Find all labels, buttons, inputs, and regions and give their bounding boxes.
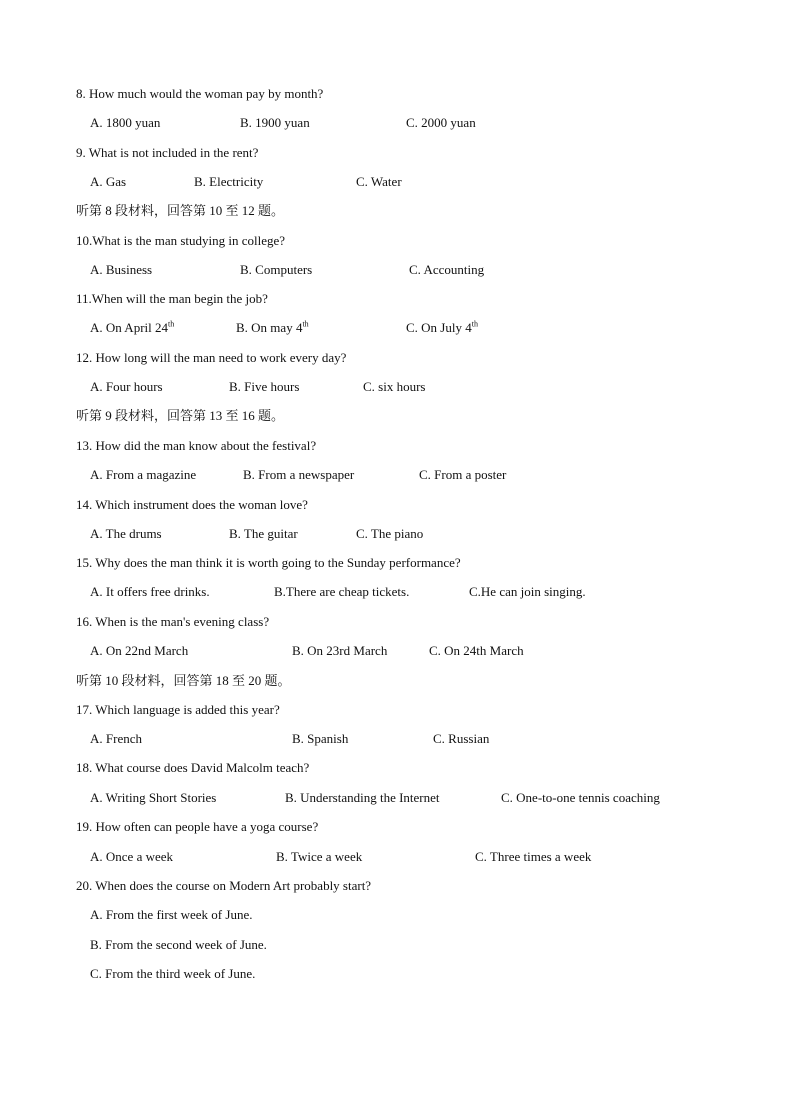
answer-option — [356, 174, 402, 190]
answer-option — [419, 467, 506, 483]
question-text: 19. How often can people have a yoga course? — [76, 819, 319, 834]
answer-option — [276, 849, 362, 865]
question-text: 12. How long will the man need to work every day? — [76, 350, 347, 365]
option-text: A. Writing Short Stories — [90, 790, 217, 805]
option-text: C. Three times a week — [475, 849, 592, 864]
question-text: 20. When does the course on Modern Art probably start? — [76, 878, 372, 893]
answer-option — [90, 320, 174, 336]
option-text: C. One-to-one tennis coaching — [501, 790, 660, 805]
answer-option — [236, 320, 309, 336]
option-text: C. Accounting — [409, 262, 485, 277]
answer-option — [90, 790, 216, 806]
answer-option — [90, 643, 188, 659]
option-text: A. Gas — [90, 174, 127, 189]
option-text: B. Five hours — [229, 379, 300, 394]
answer-option — [469, 584, 586, 600]
option-text: B. Spanish — [292, 731, 349, 746]
option-text: B. The guitar — [229, 526, 298, 541]
answer-option — [229, 526, 298, 542]
answer-option — [356, 526, 423, 542]
option-text: B. On 23rd March — [292, 643, 388, 658]
answer-option — [406, 320, 478, 336]
option-text: A. On April 24 — [90, 320, 168, 335]
answer-option — [90, 115, 160, 131]
answer-option — [240, 115, 310, 131]
question-text: 15. Why does the man think it is worth going to the Sunday performance? — [76, 555, 461, 570]
answer-option: C. From the third week of June. — [90, 966, 256, 981]
option-text: B. 1900 yuan — [240, 115, 310, 130]
option-text: C. On 24th March — [429, 643, 524, 658]
option-text: A. On 22nd March — [90, 643, 189, 658]
answer-option — [90, 584, 210, 600]
answer-option — [90, 262, 152, 278]
answer-option: A. From the first week of June. — [90, 907, 253, 922]
answer-option — [292, 643, 387, 659]
option-text: C. Russian — [433, 731, 490, 746]
question-text: 18. What course does David Malcolm teach? — [76, 760, 310, 775]
answer-option — [406, 115, 476, 131]
answer-option — [229, 379, 299, 395]
answer-option — [240, 262, 312, 278]
ordinal-suffix: th — [302, 319, 309, 329]
section-instruction: 听第 9 段材料，回答第 13 至 16 题。 — [76, 408, 285, 423]
question-text: 17. Which language is added this year? — [76, 702, 280, 717]
option-text: C. The piano — [356, 526, 424, 541]
option-text: B. On may 4 — [236, 320, 303, 335]
answer-option — [429, 643, 524, 659]
section-instruction: 听第 8 段材料，回答第 10 至 12 题。 — [76, 203, 285, 218]
answer-option — [285, 790, 440, 806]
option-text: A. 1800 yuan — [90, 115, 161, 130]
option-text: A. Four hours — [90, 379, 163, 394]
answer-option — [90, 467, 196, 483]
answer-option — [90, 174, 126, 190]
option-text: B. Understanding the Internet — [285, 790, 440, 805]
question-text: 16. When is the man's evening class? — [76, 614, 270, 629]
option-text: C. From a poster — [419, 467, 507, 482]
ordinal-suffix: th — [168, 319, 175, 329]
option-text: C.He can join singing. — [469, 584, 586, 599]
question-text: 14. Which instrument does the woman love? — [76, 497, 308, 512]
answer-option — [90, 849, 173, 865]
option-text: B. From a newspaper — [243, 467, 355, 482]
answer-option — [90, 379, 163, 395]
answer-option — [243, 467, 354, 483]
option-text: C. 2000 yuan — [406, 115, 476, 130]
answer-option — [90, 731, 142, 747]
answer-option — [433, 731, 489, 747]
answer-option — [501, 790, 660, 806]
answer-option — [475, 849, 591, 865]
option-text: B. Electricity — [194, 174, 264, 189]
option-text: B.There are cheap tickets. — [274, 584, 410, 599]
option-text: C. Water — [356, 174, 402, 189]
answer-option — [363, 379, 425, 395]
option-text: A. Business — [90, 262, 153, 277]
answer-option — [90, 526, 162, 542]
option-text: C. six hours — [363, 379, 426, 394]
option-text: A. The drums — [90, 526, 162, 541]
option-text: A. French — [90, 731, 142, 746]
question-text: 13. How did the man know about the festival? — [76, 438, 317, 453]
answer-option — [194, 174, 263, 190]
question-text: 8. How much would the woman pay by month? — [76, 86, 324, 101]
section-instruction: 听第 10 段材料，回答第 18 至 20 题。 — [76, 673, 291, 688]
question-text: 11.When will the man begin the job? — [76, 291, 268, 306]
option-text: B. Computers — [240, 262, 313, 277]
ordinal-suffix: th — [471, 319, 478, 329]
answer-option — [274, 584, 409, 600]
question-text: 9. What is not included in the rent? — [76, 145, 259, 160]
option-text: A. Once a week — [90, 849, 174, 864]
option-text: B. Twice a week — [276, 849, 363, 864]
option-text: C. On July 4 — [406, 320, 472, 335]
answer-option — [409, 262, 484, 278]
answer-option — [292, 731, 348, 747]
answer-option: B. From the second week of June. — [90, 937, 267, 952]
option-text: A. It offers free drinks. — [90, 584, 210, 599]
option-text: A. From a magazine — [90, 467, 197, 482]
question-text: 10.What is the man studying in college? — [76, 233, 286, 248]
